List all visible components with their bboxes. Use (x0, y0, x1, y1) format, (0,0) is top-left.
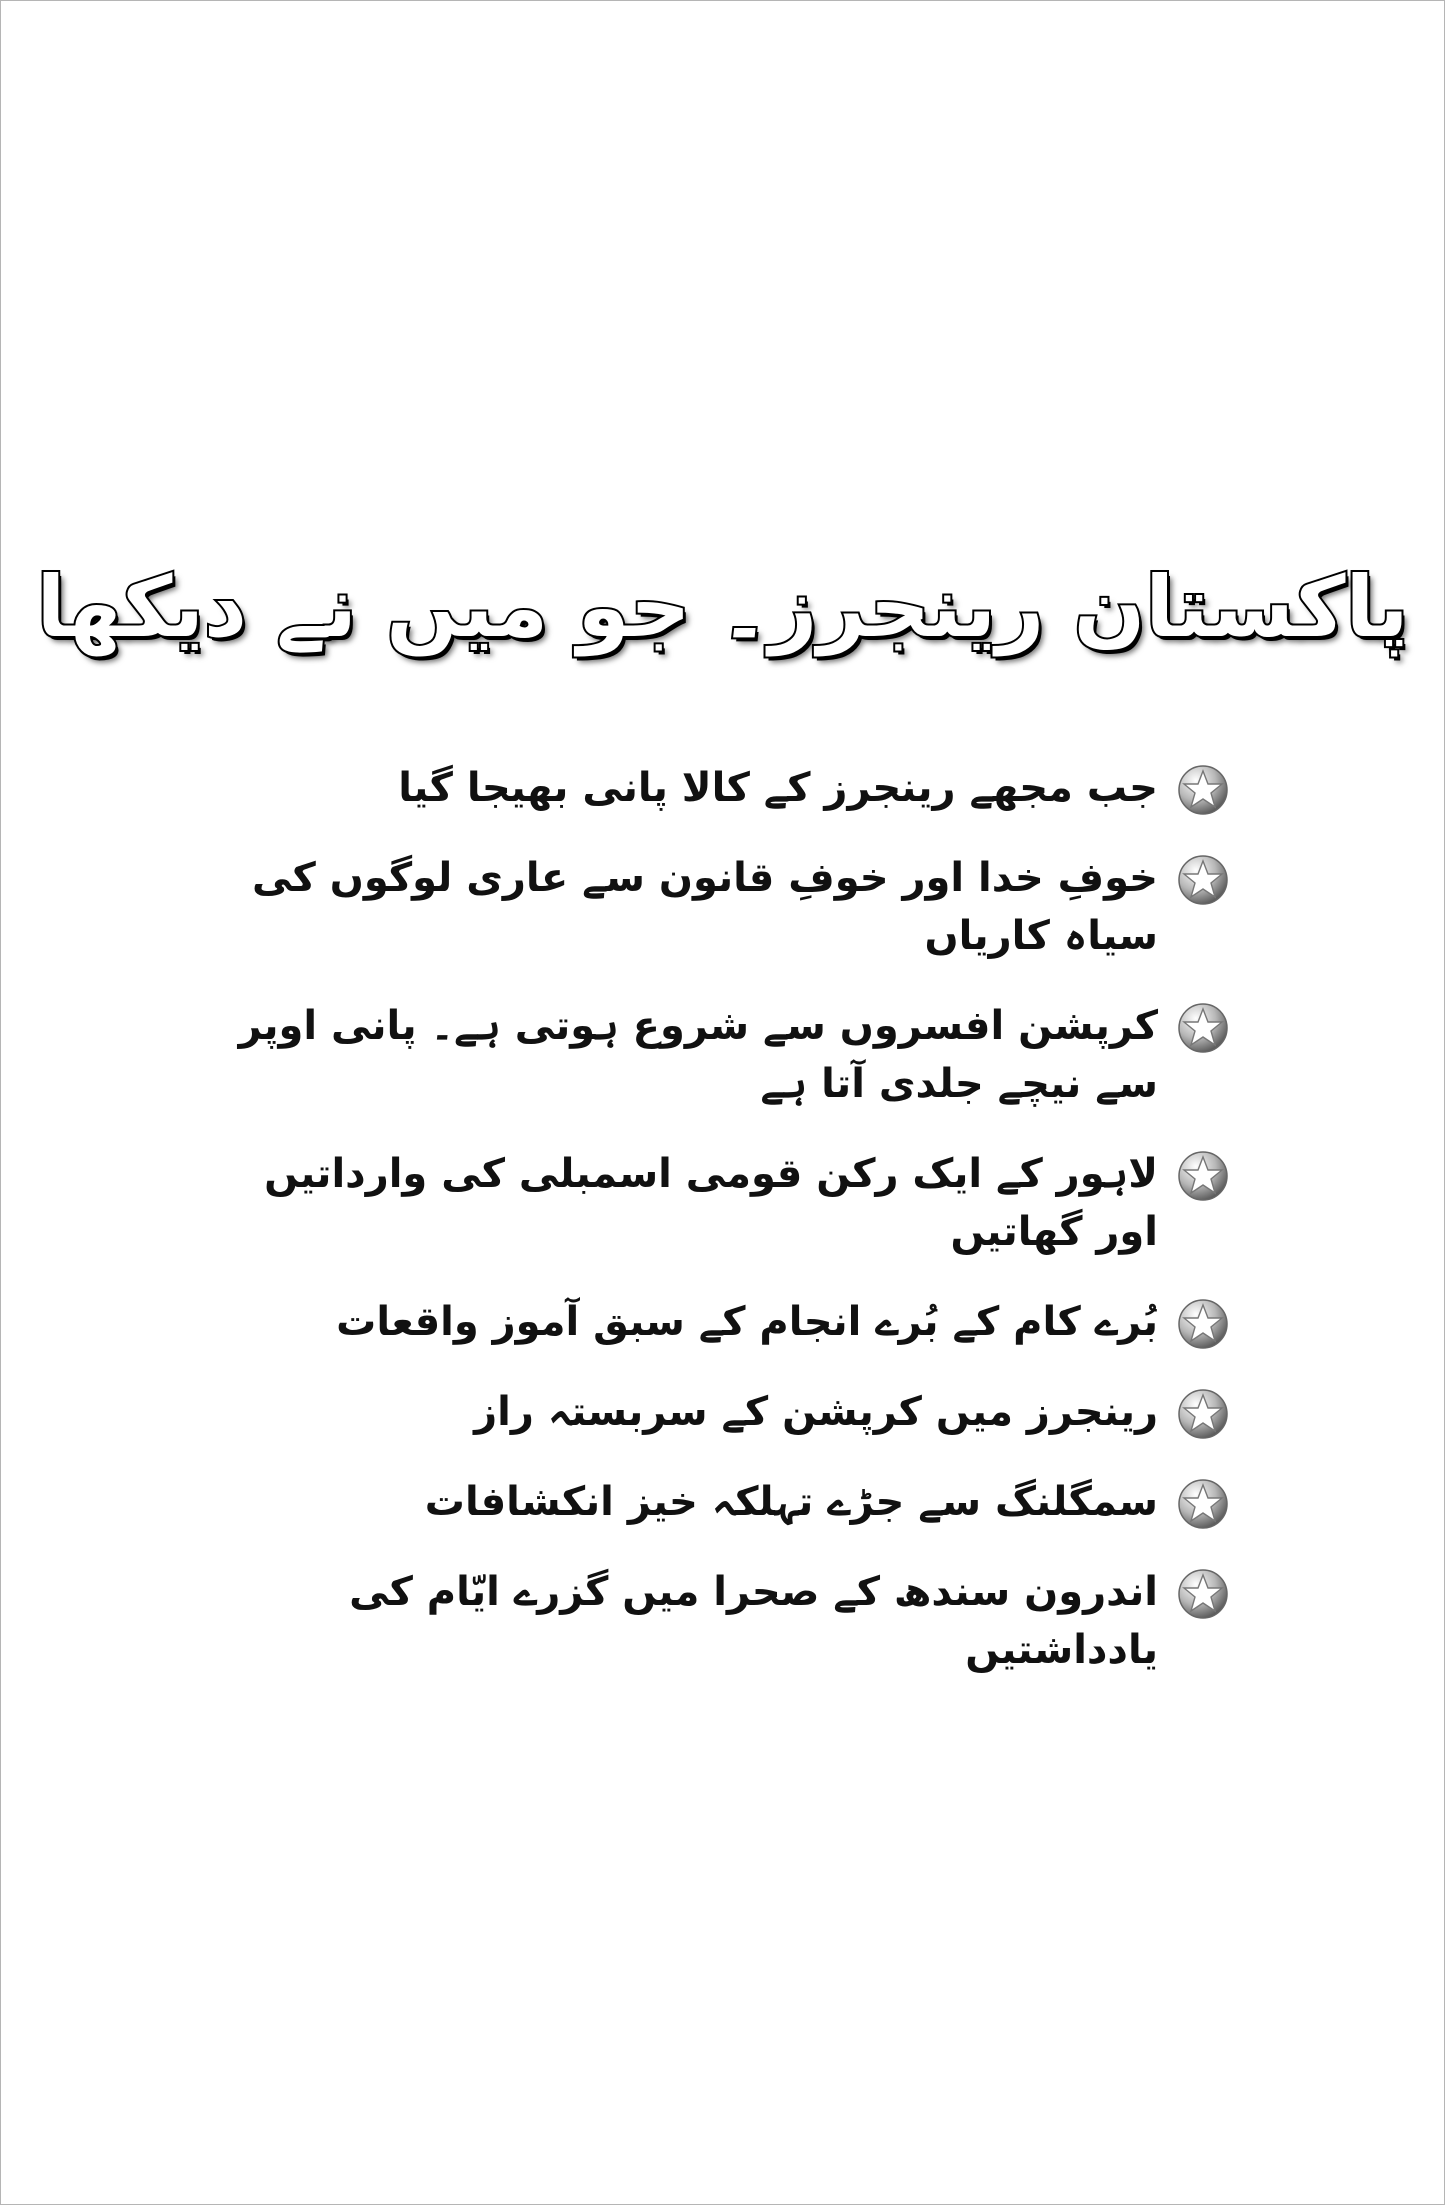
topic-text: سمگلنگ سے جڑے تہلکہ خیز انکشافات (424, 1479, 1158, 1525)
star-in-circle-icon (1176, 1387, 1230, 1441)
topic-text: اندرون سندھ کے صحرا میں گزرے ایّام کی یادداشتیں (349, 1569, 1158, 1673)
list-item (220, 849, 1230, 965)
star-in-circle-icon (1176, 853, 1230, 907)
list-item (220, 1473, 1230, 1531)
list-item (220, 1383, 1230, 1441)
star-in-circle-icon (1176, 1001, 1230, 1055)
topic-text: بُرے کام کے بُرے انجام کے سبق آموز واقعات (336, 1299, 1158, 1345)
list-item (220, 1145, 1230, 1261)
star-in-circle-icon (1176, 1297, 1230, 1351)
topic-text: کرپشن افسروں سے شروع ہوتی ہے۔ پانی اوپر سے نیچے جلدی آتا ہے (238, 1003, 1158, 1107)
topic-text: جب مجھے رینجرز کے کالا پانی بھیجا گیا (398, 765, 1158, 811)
topic-text: خوفِ خدا اور خوفِ قانون سے عاری لوگوں کی سیاہ کاریاں (252, 855, 1158, 959)
star-in-circle-icon (1176, 1477, 1230, 1531)
title-area (1, 501, 1444, 714)
page-title: پاکستان رینجرز۔ جو میں نے دیکھا (36, 558, 1409, 657)
topic-text: لاہور کے ایک رکن قومی اسمبلی کی وارداتیں اور گھاتیں (264, 1151, 1158, 1255)
list-item (220, 1563, 1230, 1679)
topic-text: رینجرز میں کرپشن کے سربستہ راز (474, 1389, 1158, 1435)
star-in-circle-icon (1176, 1567, 1230, 1621)
list-item (220, 997, 1230, 1113)
list-item (220, 1293, 1230, 1351)
star-in-circle-icon (1176, 1149, 1230, 1203)
star-in-circle-icon (1176, 763, 1230, 817)
topics-list (220, 759, 1230, 1711)
list-item (220, 759, 1230, 817)
